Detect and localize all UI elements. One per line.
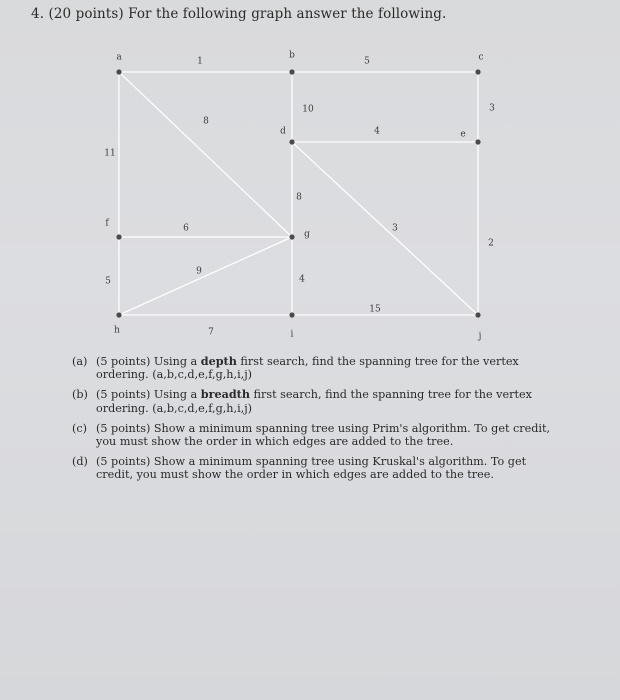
edge-weight-label: 5 xyxy=(364,56,370,67)
part-c xyxy=(72,422,552,448)
edge-weight-label: 8 xyxy=(203,116,209,127)
part-text: (5 points) Using a xyxy=(96,355,201,368)
part-b xyxy=(72,388,552,414)
vertex-label: f xyxy=(105,218,109,229)
vertex-label: j xyxy=(478,331,482,342)
part-d xyxy=(72,455,552,481)
vertex-g xyxy=(289,234,294,239)
vertex-i xyxy=(289,312,294,317)
part-a xyxy=(72,355,552,381)
vertex-h xyxy=(116,312,121,317)
edge-weight-label: 4 xyxy=(374,126,380,137)
edge-weight-label: 1 xyxy=(197,56,203,67)
edge-weight-label: 3 xyxy=(392,223,398,234)
edge-weight-label: 6 xyxy=(183,223,189,234)
part-marker: (d) xyxy=(72,455,88,469)
part-text-rest: first search, find the spanning tree for the vertex ordering. (a,b,c,d,e,f,g,h,i,j) xyxy=(96,388,532,415)
vertex-d xyxy=(289,139,294,144)
edge-weight-label: 3 xyxy=(489,103,495,114)
edge-weight-label: 11 xyxy=(104,148,116,159)
edge-weight-label: 15 xyxy=(369,304,381,315)
part-text: (5 points) Using a xyxy=(96,388,201,402)
part-emphasis: depth xyxy=(200,354,237,368)
vertex-label: a xyxy=(116,52,122,63)
part-marker: (c) xyxy=(72,421,87,435)
edge-weight-label: 8 xyxy=(296,192,302,203)
edge-weight-label: 5 xyxy=(105,276,111,287)
vertex-label: b xyxy=(289,50,295,61)
part-text-rest: first search, find the spanning tree for the vertex ordering. (a,b,c,d,e,f,g,h,i,j) xyxy=(96,355,519,382)
edge-weight-label: 7 xyxy=(208,327,214,338)
edge-a-g xyxy=(119,72,292,237)
part-emphasis: breadth xyxy=(200,387,250,402)
vertex-j xyxy=(475,312,480,317)
vertex-label: i xyxy=(290,329,294,340)
vertex-label: e xyxy=(460,129,466,140)
part-marker: (b) xyxy=(72,388,88,402)
edge-d-j xyxy=(292,142,478,315)
part-text: (5 points) Show a minimum spanning tree using Kruskal's algorithm. To get credit, you must show the order in which edges are added to the tree. xyxy=(96,455,527,482)
vertex-label: c xyxy=(478,52,484,63)
edge-weight-label: 10 xyxy=(302,104,314,115)
vertex-e xyxy=(475,139,480,144)
part-text: (5 points) Show a minimum spanning tree using Prim's algorithm. To get credit, you must show the order in which edges are added to the tree. xyxy=(96,421,551,449)
edge-weight-label: 9 xyxy=(196,266,202,277)
vertex-f xyxy=(116,234,121,239)
vertex-c xyxy=(475,69,480,74)
edge-weight-label: 2 xyxy=(488,238,494,249)
vertex-label: g xyxy=(304,229,310,240)
vertex-label: d xyxy=(280,126,286,137)
graph-figure xyxy=(0,0,620,345)
vertex-b xyxy=(289,69,294,74)
edge-h-g xyxy=(119,237,292,315)
vertex-label: h xyxy=(114,325,120,336)
vertex-a xyxy=(116,69,121,74)
edge-weight-label: 4 xyxy=(299,274,305,285)
part-marker: (a) xyxy=(72,355,88,368)
question-header: 4. (20 points) For the following graph answer the following. xyxy=(31,6,447,22)
question-parts xyxy=(72,355,552,489)
